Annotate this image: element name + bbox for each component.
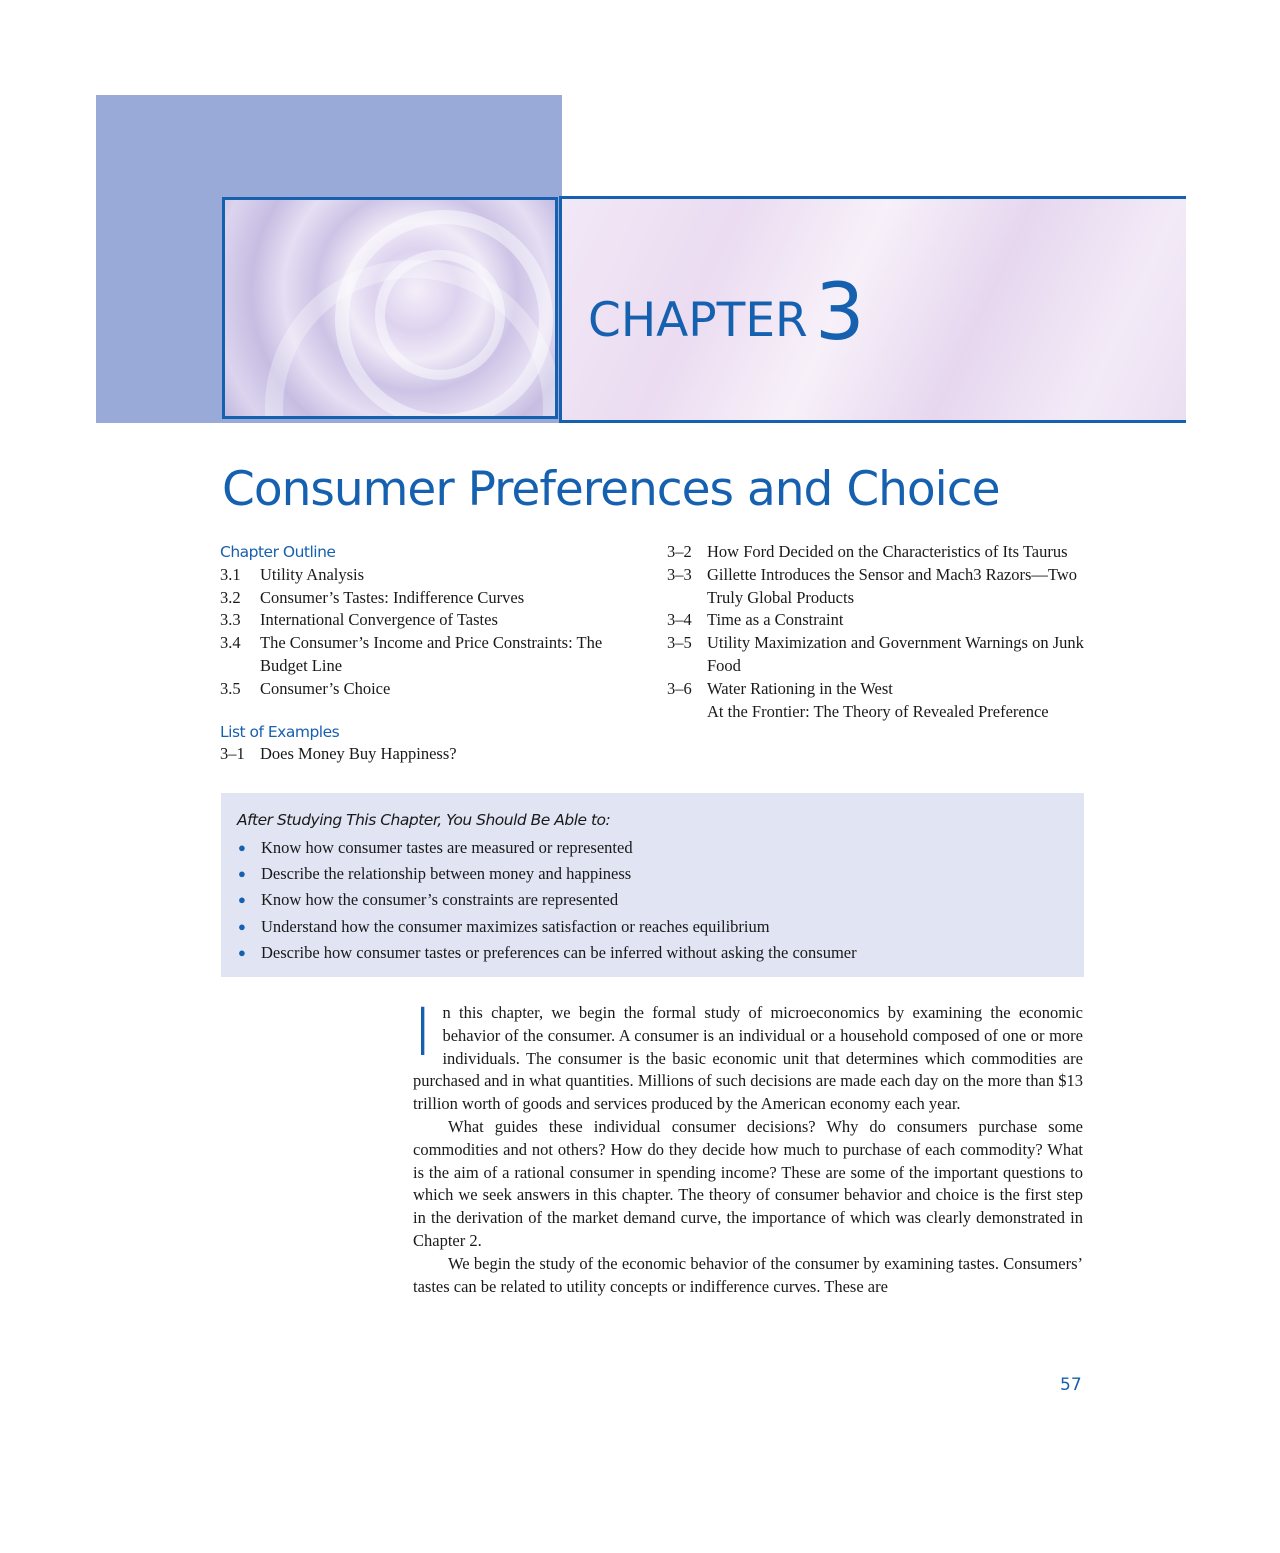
drop-cap: I: [413, 994, 433, 1071]
outline-item: 3.1 Utility Analysis: [220, 564, 365, 584]
examples-column: [667, 541, 1087, 723]
example-item: 3–4 Time as a Constraint: [667, 610, 844, 630]
example-item: 3–1 Does Money Buy Happiness?: [220, 744, 457, 764]
objective-item: ● Know how the consumer’s constraints are represented: [237, 887, 1084, 913]
chapter-title: Consumer Preferences and Choice: [222, 462, 1000, 517]
objective-item: ● Describe how consumer tastes or preferences can be inferred without asking the consumer: [237, 940, 1084, 966]
body-paragraph: We begin the study of the economic behavior of the consumer by examining tastes. Consumers’ tastes can be related to utility concepts or indifference curves. These are: [413, 1253, 1083, 1296]
outline-item: 3.5 Consumer’s Choice: [220, 678, 391, 698]
example-item: At the Frontier: The Theory of Revealed Preference: [707, 701, 1049, 721]
body-paragraph: In this chapter, we begin the formal study of microeconomics by examining the economic behavior of the consumer. A consumer is an individual or a household composed of one or more individuals. The consumer is the basic economic unit that determines which commodities are purchased and in what quantities. Millions of such decisions are made each day on the more than $13 trillion worth of goods and services produced by the American economy each year.: [413, 994, 1083, 1114]
chapter-label: CHAPTER: [588, 293, 808, 348]
body-text: [413, 994, 1083, 1298]
outline-heading: Chapter Outline: [220, 543, 336, 561]
chapter-number: 3: [815, 268, 865, 358]
objectives-heading: After Studying This Chapter, You Should Be Able to:: [237, 811, 611, 829]
bullet-icon: ●: [238, 944, 246, 960]
outline-item: 3.3 International Convergence of Tastes: [220, 610, 498, 630]
objective-item: ● Understand how the consumer maximizes satisfaction or reaches equilibrium: [237, 914, 1084, 940]
example-item: 3–3 Gillette Introduces the Sensor and Mach3 Razors—Two Truly Global Products: [667, 564, 1078, 607]
bullet-icon: ●: [238, 892, 246, 908]
outline-column: [220, 541, 640, 766]
bullet-icon: ●: [238, 918, 246, 934]
objective-item: ● Describe the relationship between money and happiness: [237, 861, 1084, 887]
objective-item: ● Know how consumer tastes are measured or represented: [237, 835, 1084, 861]
outline-item: 3.2 Consumer’s Tastes: Indifference Curves: [220, 587, 525, 607]
chapter-photo: [222, 197, 558, 419]
example-item: 3–6 Water Rationing in the West: [667, 678, 893, 698]
example-item: 3–2 How Ford Decided on the Characteristics of Its Taurus: [667, 542, 1068, 561]
bullet-icon: ●: [238, 866, 246, 882]
outline-item: 3.4 The Consumer’s Income and Price Constraints: The Budget Line: [220, 633, 603, 675]
learning-objectives-box: [221, 793, 1084, 977]
body-paragraph: What guides these individual consumer decisions? Why do consumers purchase some commodities and not others? How do they decide how much to purchase of each commodity? What is the aim of a rational consumer in spending income? These are some of the important questions to which we seek answers in this chapter. The theory of consumer behavior and choice is the first step in the derivation of the market demand curve, the importance of which was clearly demonstrated in Chapter 2.: [413, 1116, 1083, 1250]
examples-heading: List of Examples: [220, 722, 340, 741]
example-item: 3–5 Utility Maximization and Government Warnings on Junk Food: [667, 633, 1084, 675]
page-number: 57: [1060, 1375, 1082, 1395]
bullet-icon: ●: [238, 840, 246, 855]
